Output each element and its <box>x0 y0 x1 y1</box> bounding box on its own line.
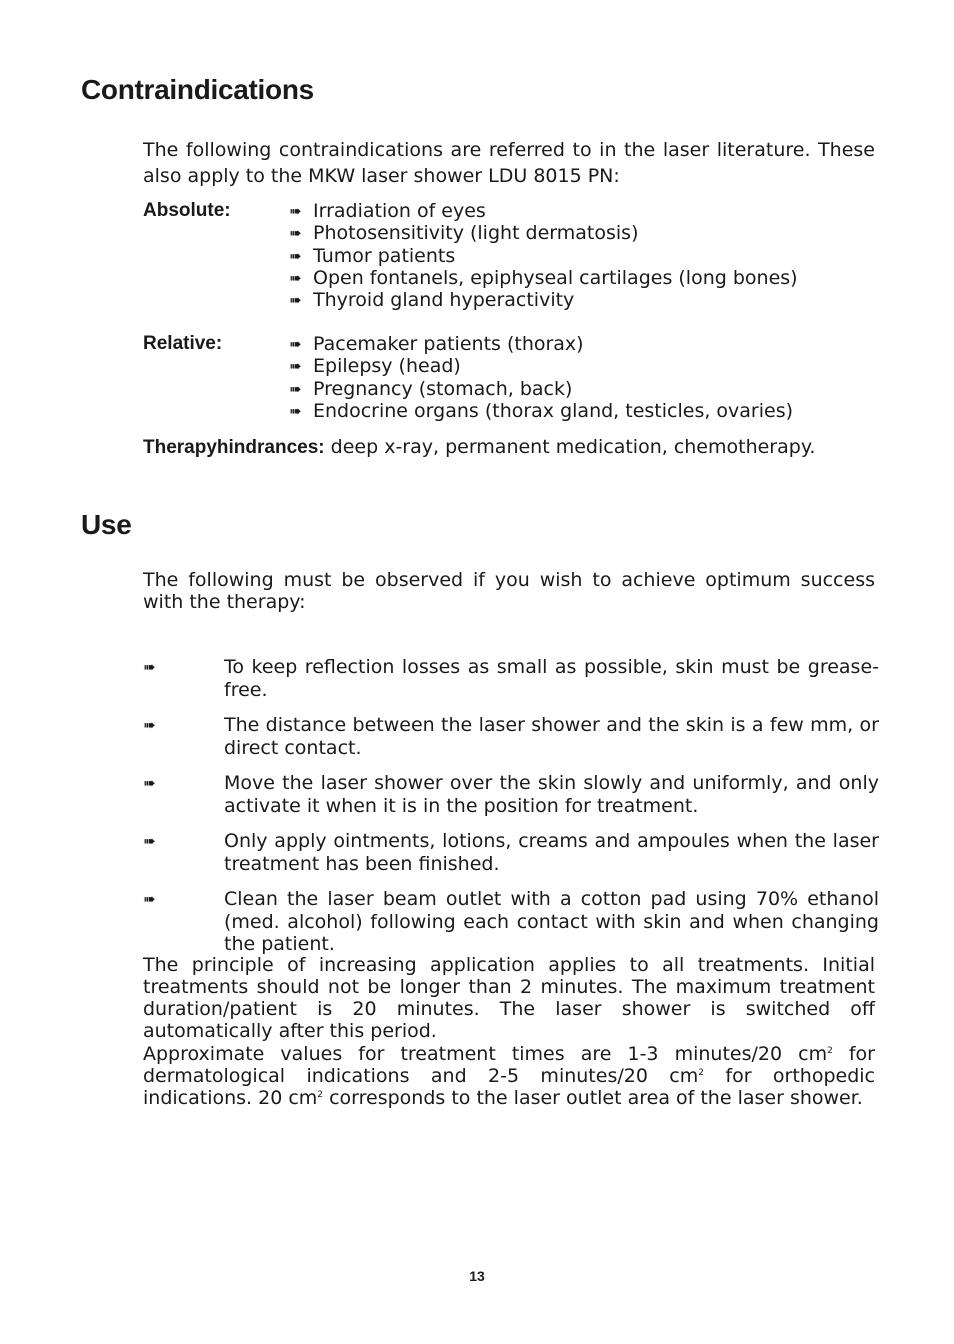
list-item <box>289 355 793 377</box>
list-item <box>143 656 879 701</box>
list-item-text: Clean the laser beam outlet with a cotton pad using 70% ethanol (med. alcohol) following each contact with skin and when changing the patient. <box>224 888 879 955</box>
list-item <box>289 200 798 222</box>
list-item <box>289 289 798 311</box>
list-item <box>289 333 793 355</box>
approx-text-3: for orthopedic indications. 20 cm <box>143 1065 876 1109</box>
list-item <box>289 267 798 289</box>
list-item <box>143 772 879 817</box>
arrow-icon: ➠ <box>289 335 300 353</box>
list-item <box>289 222 798 244</box>
absolute-label: Absolute: <box>143 200 231 221</box>
arrow-icon: ➠ <box>289 202 300 220</box>
arrow-icon: ➠ <box>143 832 154 850</box>
superscript: 2 <box>317 1090 324 1100</box>
list-item-text: Open fontanels, epiphyseal cartilages (long bones) <box>313 266 798 289</box>
list-item <box>143 714 879 759</box>
list-item-text: Pacemaker patients (thorax) <box>313 333 584 355</box>
arrow-icon: ➠ <box>143 774 154 792</box>
list-item <box>289 245 798 267</box>
list-item-text: To keep reflection losses as small as possible, skin must be grease-free. <box>224 656 879 701</box>
approximate-values-paragraph <box>143 1043 875 1109</box>
superscript: 2 <box>698 1068 705 1078</box>
list-item-text: Irradiation of eyes <box>313 200 486 222</box>
principle-paragraph: The principle of increasing application applies to all treatments. Initial treatments should not be longer than 2 minutes. The maximum treatment duration/patient is 20 minutes. The laser shower is switched off automatically after this period. <box>143 954 875 1042</box>
relative-label: Relative: <box>143 333 223 354</box>
contraindications-heading: Contraindications <box>81 74 314 105</box>
page-number: 13 <box>469 1268 485 1284</box>
list-item-text: Tumor patients <box>313 244 456 267</box>
arrow-icon: ➠ <box>143 716 154 734</box>
approx-text-4: corresponds to the laser outlet area of the laser shower. <box>323 1087 863 1109</box>
use-intro: The following must be observed if you wish to achieve optimum success with the therapy: <box>143 569 875 613</box>
arrow-icon: ➠ <box>143 658 154 676</box>
arrow-icon: ➠ <box>289 379 300 398</box>
arrow-icon: ➠ <box>289 224 300 243</box>
list-item-text: Endocrine organs (thorax gland, testicles, ovaries) <box>313 399 794 422</box>
arrow-icon: ➠ <box>289 291 300 310</box>
list-item-text: Photosensitivity (light dermatosis) <box>313 222 639 245</box>
use-heading: Use <box>81 509 132 540</box>
arrow-icon: ➠ <box>289 401 300 420</box>
list-item-text: Move the laser shower over the skin slowly and uniformly, and only activate it when it is in the position for treatment. <box>224 772 879 817</box>
therapy-hindrances-label: Therapyhindrances: <box>143 437 325 458</box>
arrow-icon: ➠ <box>289 268 300 287</box>
relative-list <box>289 333 793 422</box>
arrow-icon: ➠ <box>289 357 300 376</box>
approx-text-2: for dermatological indications and 2-5 minutes/20 cm <box>143 1043 875 1087</box>
list-item <box>143 888 879 956</box>
list-item-text: Thyroid gland hyperactivity <box>313 289 575 312</box>
list-item <box>289 378 793 400</box>
list-item <box>289 400 793 422</box>
approx-text-1: Approximate values for treatment times are 1-3 minutes/20 cm <box>143 1043 828 1065</box>
arrow-icon: ➠ <box>289 246 300 265</box>
superscript: 2 <box>827 1046 833 1056</box>
list-item-text: Pregnancy (stomach, back) <box>313 377 573 400</box>
arrow-icon: ➠ <box>143 890 154 908</box>
absolute-list <box>289 200 798 311</box>
contraindications-intro: The following contraindications are referred to in the laser literature. These also apply to the MKW laser shower LDU 8015 PN: <box>143 139 875 187</box>
use-list <box>143 656 879 969</box>
list-item-text: Only apply ointments, lotions, creams and ampoules when the laser treatment has been finished. <box>224 830 879 875</box>
therapy-hindrances <box>143 434 815 461</box>
therapy-hindrances-text: deep x-ray, permanent medication, chemotherapy. <box>330 436 816 458</box>
list-item <box>143 830 879 875</box>
list-item-text: Epilepsy (head) <box>313 355 461 378</box>
list-item-text: The distance between the laser shower and the skin is a few mm, or direct contact. <box>224 714 879 759</box>
